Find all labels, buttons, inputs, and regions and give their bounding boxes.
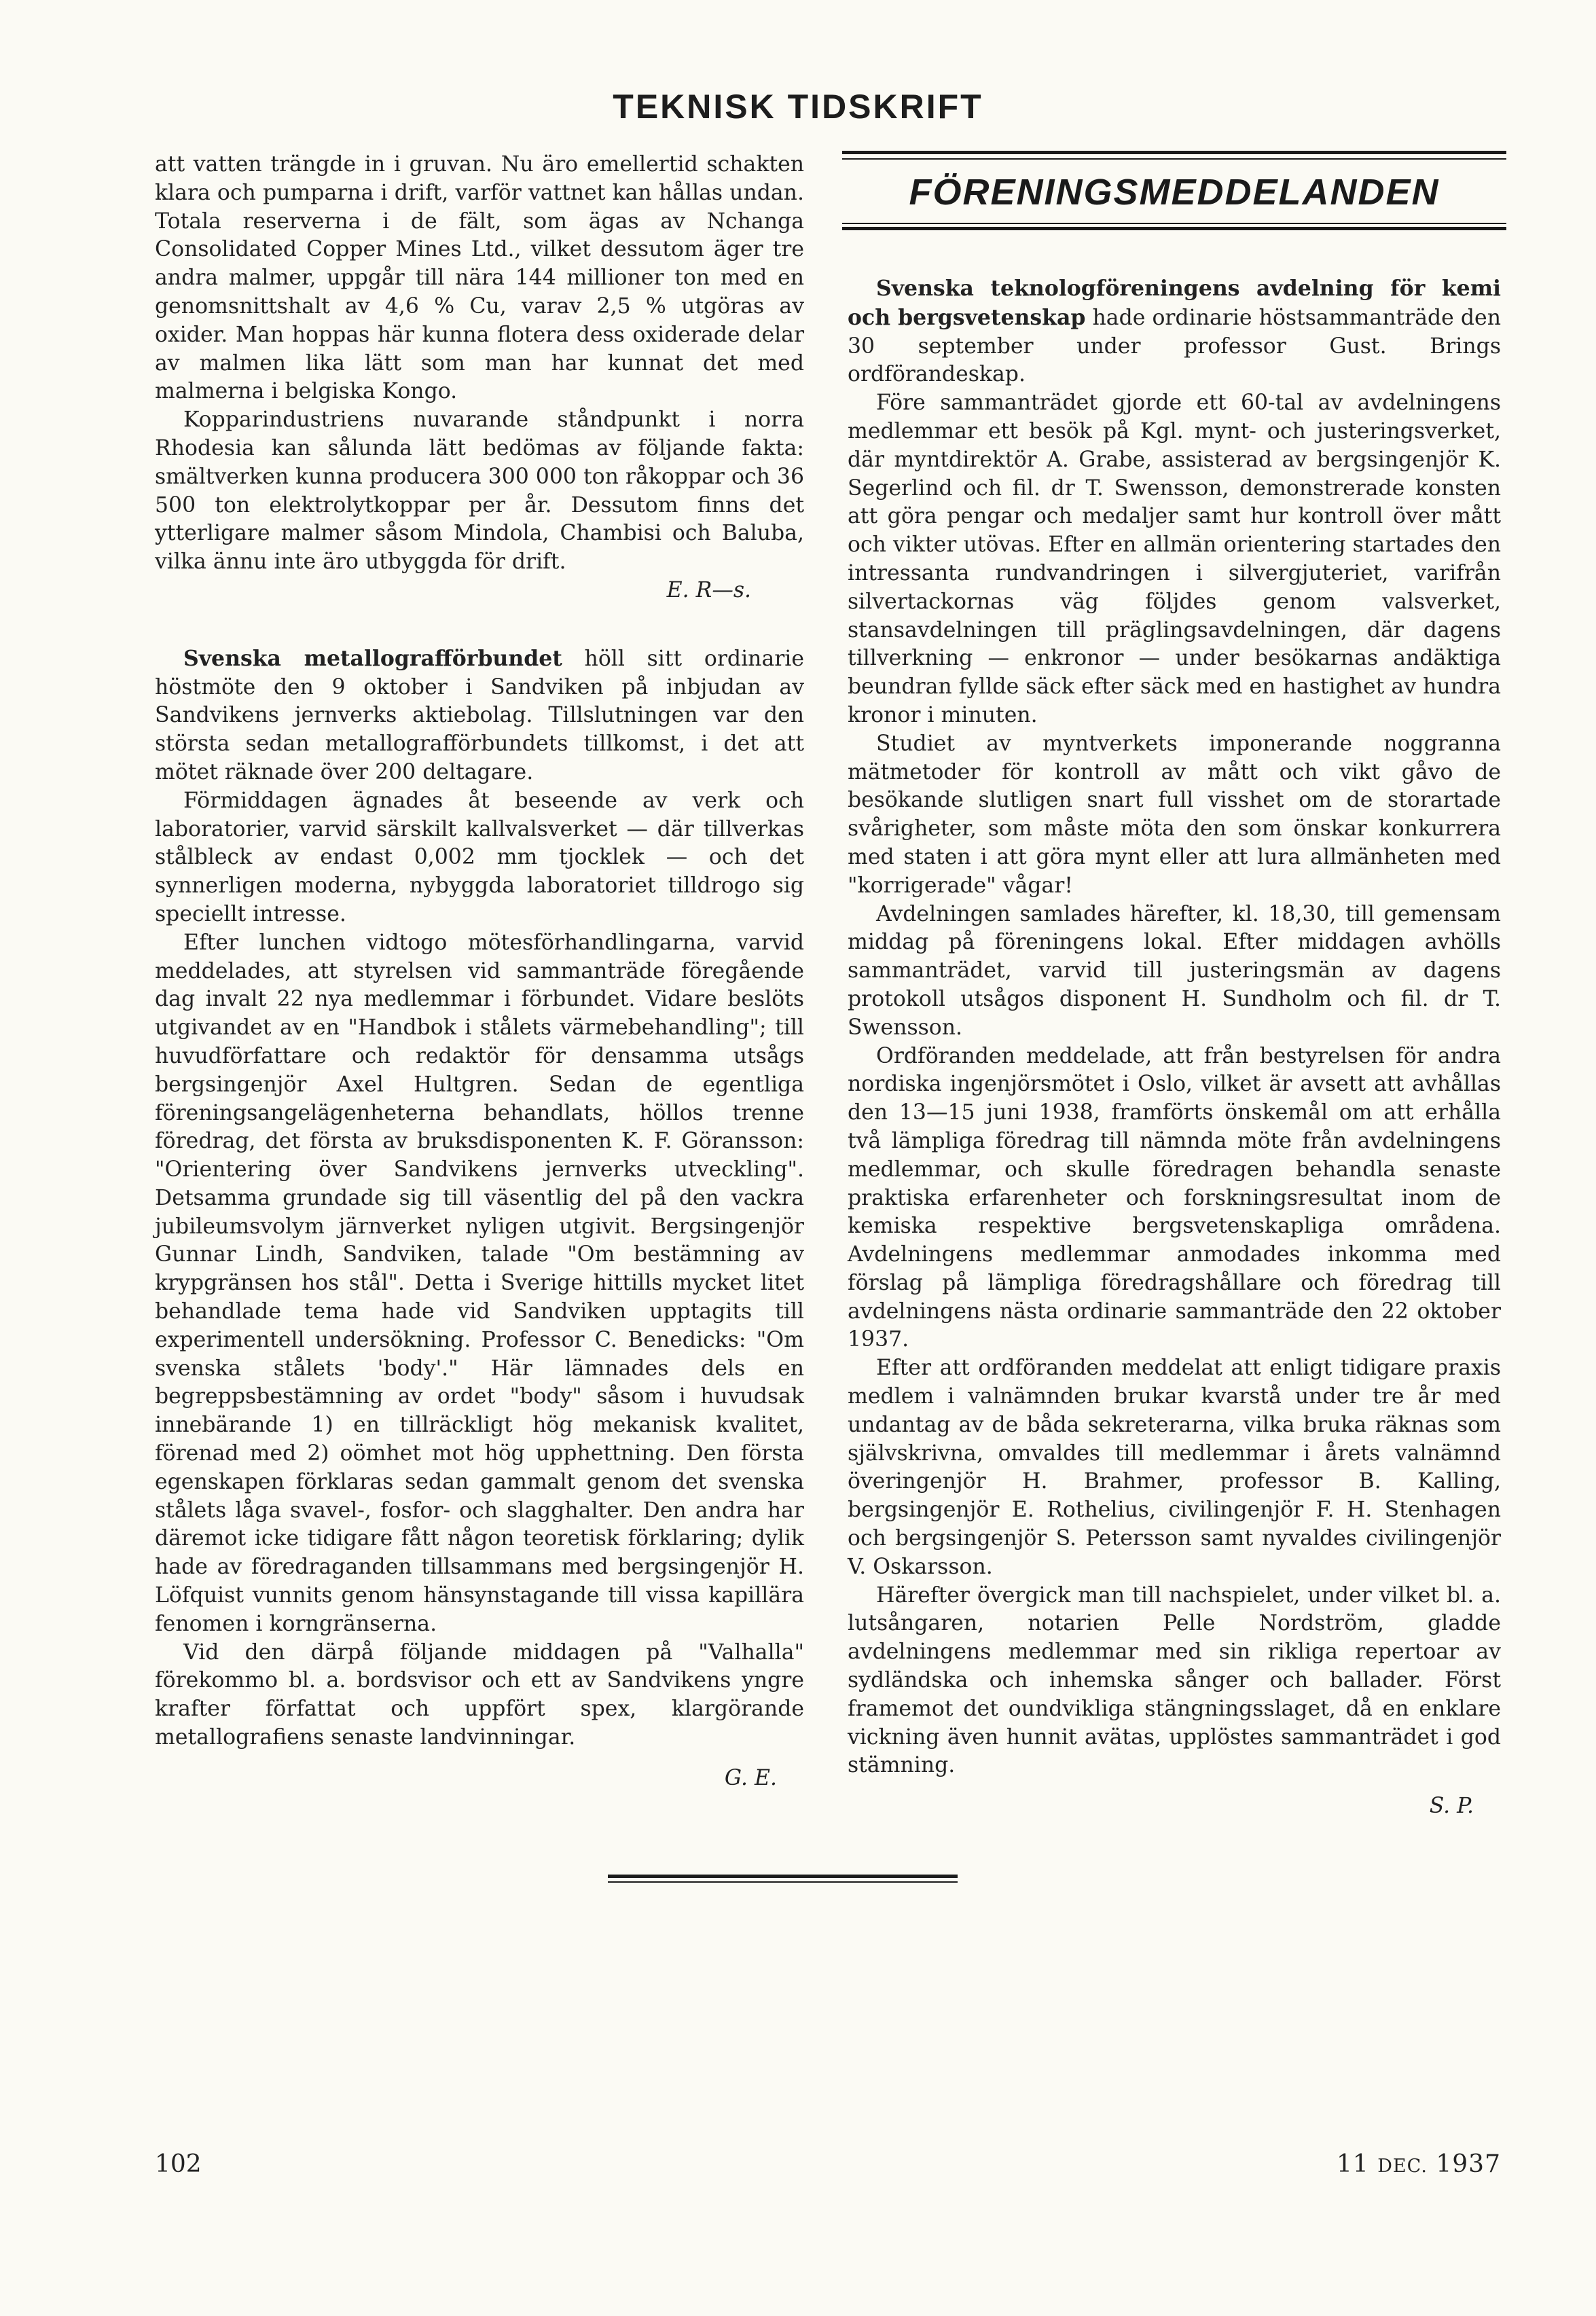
article-paragraph: Efter att ordföranden meddelat att enligt tidigare praxis medlem i valnämnden brukar kvarstå under tre år med undantag av de båda sekreterarna, vilka bruka räknas som självskrivna, omvaldes till medlemmar i årets valnämnd överingenjör H. Brahmer, professor B. Kalling, bergsingenjör E. Rothelius, civilingenjör F. H. Stenhagen och bergsingenjör S. Petersson samt nyvaldes civilingenjör V. Oskarsson. [848,1356,1501,1579]
header-rule-bottom [842,227,1506,230]
article-paragraph: Avdelningen samlades härefter, kl. 18,30, till gemensam middag på föreningens lokal. Efter middagen avhölls sammanträdet, varvid till justeringsmän av dagens protokoll utsågos disponent H. Sundholm och fil. dr T. Swensson. [848,901,1501,1040]
section-lead: Svenska metallografförbundet [183,645,562,671]
article-paragraph: Kopparindustriens nuvarande ståndpunkt i norra Rhodesia kan sålunda lätt bedömas av följande fakta: smältverken kunna producera 300 000 ton råkoppar och 36 500 ton elektrolytkoppar per år. Dessutom finns det ytterligare malmer såsom Mindola, Chambisi och Baluba, vilka ännu inte äro utbyggda för drift. [155,408,804,575]
author-signature: E. R—s. [666,577,751,602]
issue-month: DEC. [1377,2156,1428,2177]
author-signature: S. P. [1429,1794,1474,1819]
issue-year: 1937 [1436,2150,1501,2178]
section-intro [155,645,804,787]
section-divider-thin [608,1881,958,1883]
section-divider-thick [608,1875,958,1878]
right-column [848,274,1501,1821]
section-intro [848,274,1501,389]
journal-title: TEKNISK TIDSKRIFT [613,88,983,126]
section-header [842,151,1506,232]
section-header-title: FÖRENINGSMEDDELANDEN [909,172,1440,213]
section-lead-text: hade ordinarie höstsammanträde den 30 september under professor Gust. Brings ordförandeskap. [848,305,1501,387]
article-paragraph: att vatten trängde in i gruvan. Nu äro emellertid schakten klara och pumparna i drift, varför vattnet kan hållas undan. Totala reserverna i de fält, som ägas av Nchanga Consolidated Copper Mines Ltd., vilket dessutom äger tre andra malmer, uppgår till nära 144 millioner ton med en genomsnittshalt av 4,6 % Cu, varav 2,5 % utgöras av oxider. Man hoppas här kunna flotera dess oxiderade delar av malmen lika lätt som man har kunnat det med malmerna i belgiska Kongo. [155,152,804,404]
page-number: 102 [155,2150,202,2178]
article-paragraph: Efter lunchen vidtogo mötesförhandlingarna, varvid meddelades, att styrelsen vid sammanträde föregående dag invalt 22 nya medlemmar i förbundet. Vidare beslöts utgivandet av en "Handbok i stålets värmebehandling"; till huvudförfattare och redaktör för densamma utsågs bergsingenjör Axel Hultgren. Sedan de egentliga föreningsangelägenheterna behandlats, höllos trenne föredrag, det första av bruksdisponenten K. F. Göransson: "Orientering över Sandvikens jernverks utveckling". Detsamma grundade sig till väsentlig del på den vackra jubileumsvolym järnverket nyligen utgivit. Bergsingenjör Gunnar Lindh, Sandviken, talade "Om bestämning av krypgränsen hos stål". Detta i Sverige hittills mycket litet behandlade tema hade vid Sandviken upptagits till experimentell undersökning. Professor C. Benedicks: "Om svenska stålets 'body'." Här lämnades dels en begreppsbestämning av ordet "body" såsom i huvudsak innebärande 1) en tillräckligt hög mekanisk kvalitet, förenad med 2) oömhet mot hög upphettning. Den första egenskapen förklaras sedan gammalt genom det svenska stålets låga svavel-, fosfor- och slagghalter. Den andra har däremot icke tidigare fått någon teoretisk förklaring; dylik hade av föredraganden tillsammans med bergsingenjör H. Löfquist vunnits genom hänsynstagande till vissa kapillära fenomen i korngränserna. [155,930,804,1636]
issue-date [1337,2150,1501,2178]
article-paragraph: Studiet av myntverkets imponerande noggranna mätmetoder för kontroll av mått och vikt gåvo de besökande slutligen snart full visshet om de storartade svårigheter, som måste möta den som önskar konkurrera med staten i att göra mynt eller att lura allmänheten med "korrigerade" vågar! [848,731,1501,898]
header-rule-bottom-thin [842,223,1506,224]
section-lead-text: höll sitt ordinarie höstmöte den 9 oktober i Sandviken på inbjudan av Sandvikens jernverks aktiebolag. Tillslutningen var den största sedan metallografförbundets tillkomst, i det att mötet räknade över 200 deltagare. [155,646,804,784]
article-paragraph: Vid den därpå följande middagen på "Valhalla" förekommo bl. a. bordsvisor och ett av Sandvikens yngre krafter författat och uppfört spex, klargörande metallografiens senaste landvinningar. [155,1640,804,1750]
header-rule-top-thin [842,158,1506,160]
section-lead: Svenska teknologföreningens avdelning för kemi och bergsvetenskap [848,276,1501,330]
article-paragraph: Ordföranden meddelade, att från bestyrelsen för andra nordiska ingenjörsmötet i Oslo, vilket är avsett att avhållas den 13—15 juni 1938, framförts önskemål om att erhålla två lämpliga föredrag till nämnda möte från avdelningens medlemmar, och skulle föredragen behandla senaste praktiska erfarenheter och forskningsresultat inom de kemiska respektive bergsvetenskapliga områdena. Avdelningens medlemmar anmodades inkomma med förslag på lämpliga föredragshållare och föredrag till avdelningens nästa ordinarie sammanträde den 22 oktober 1937. [848,1043,1501,1352]
header-rule-top [842,151,1506,154]
article-paragraph: Härefter övergick man till nachspielet, under vilket bl. a. lutsångaren, notarien Pelle Nordström, gladde avdelningens medlemmar med sin rikliga repertoar av sydländska och inhemska sånger och ballader. Först framemot det oundvikliga stängningsslaget, då en enklare vickning även hunnit avätas, upplöstes sammanträdet i god stämning. [848,1582,1501,1778]
issue-day: 11 [1337,2150,1369,2178]
left-column [155,151,804,1793]
article-paragraph: Före sammanträdet gjorde ett 60-tal av avdelningens medlemmar ett besök på Kgl. mynt- och justeringsverket, där myntdirektör A. Grabe, assisterad av bergsingenjör K. Segerlind och fil. dr T. Swensson, demonstrerade konsten att göra pengar och medaljer samt hur kontroll över mått och vikter utövas. Efter en allmän orientering startades den intressanta rundvandringen i silvergjuteriet, varifrån silvertackornas väg följdes genom valsverket, stansavdelningen till präglingsavdelningen, där dagens tillverkning — enkronor — under besökarnas andäktiga beundran fyllde säck efter säck med en hastighet av hundra kronor i minuten. [848,391,1501,727]
author-signature: G. E. [724,1765,777,1790]
article-paragraph: Förmiddagen ägnades åt beseende av verk och laboratorier, varvid särskilt kallvalsverket — där tillverkas stålbleck av endast 0,002 mm tjocklek — och det synnerligen moderna, nybyggda laboratoriet tilldrogo sig speciellt intresse. [155,788,804,926]
